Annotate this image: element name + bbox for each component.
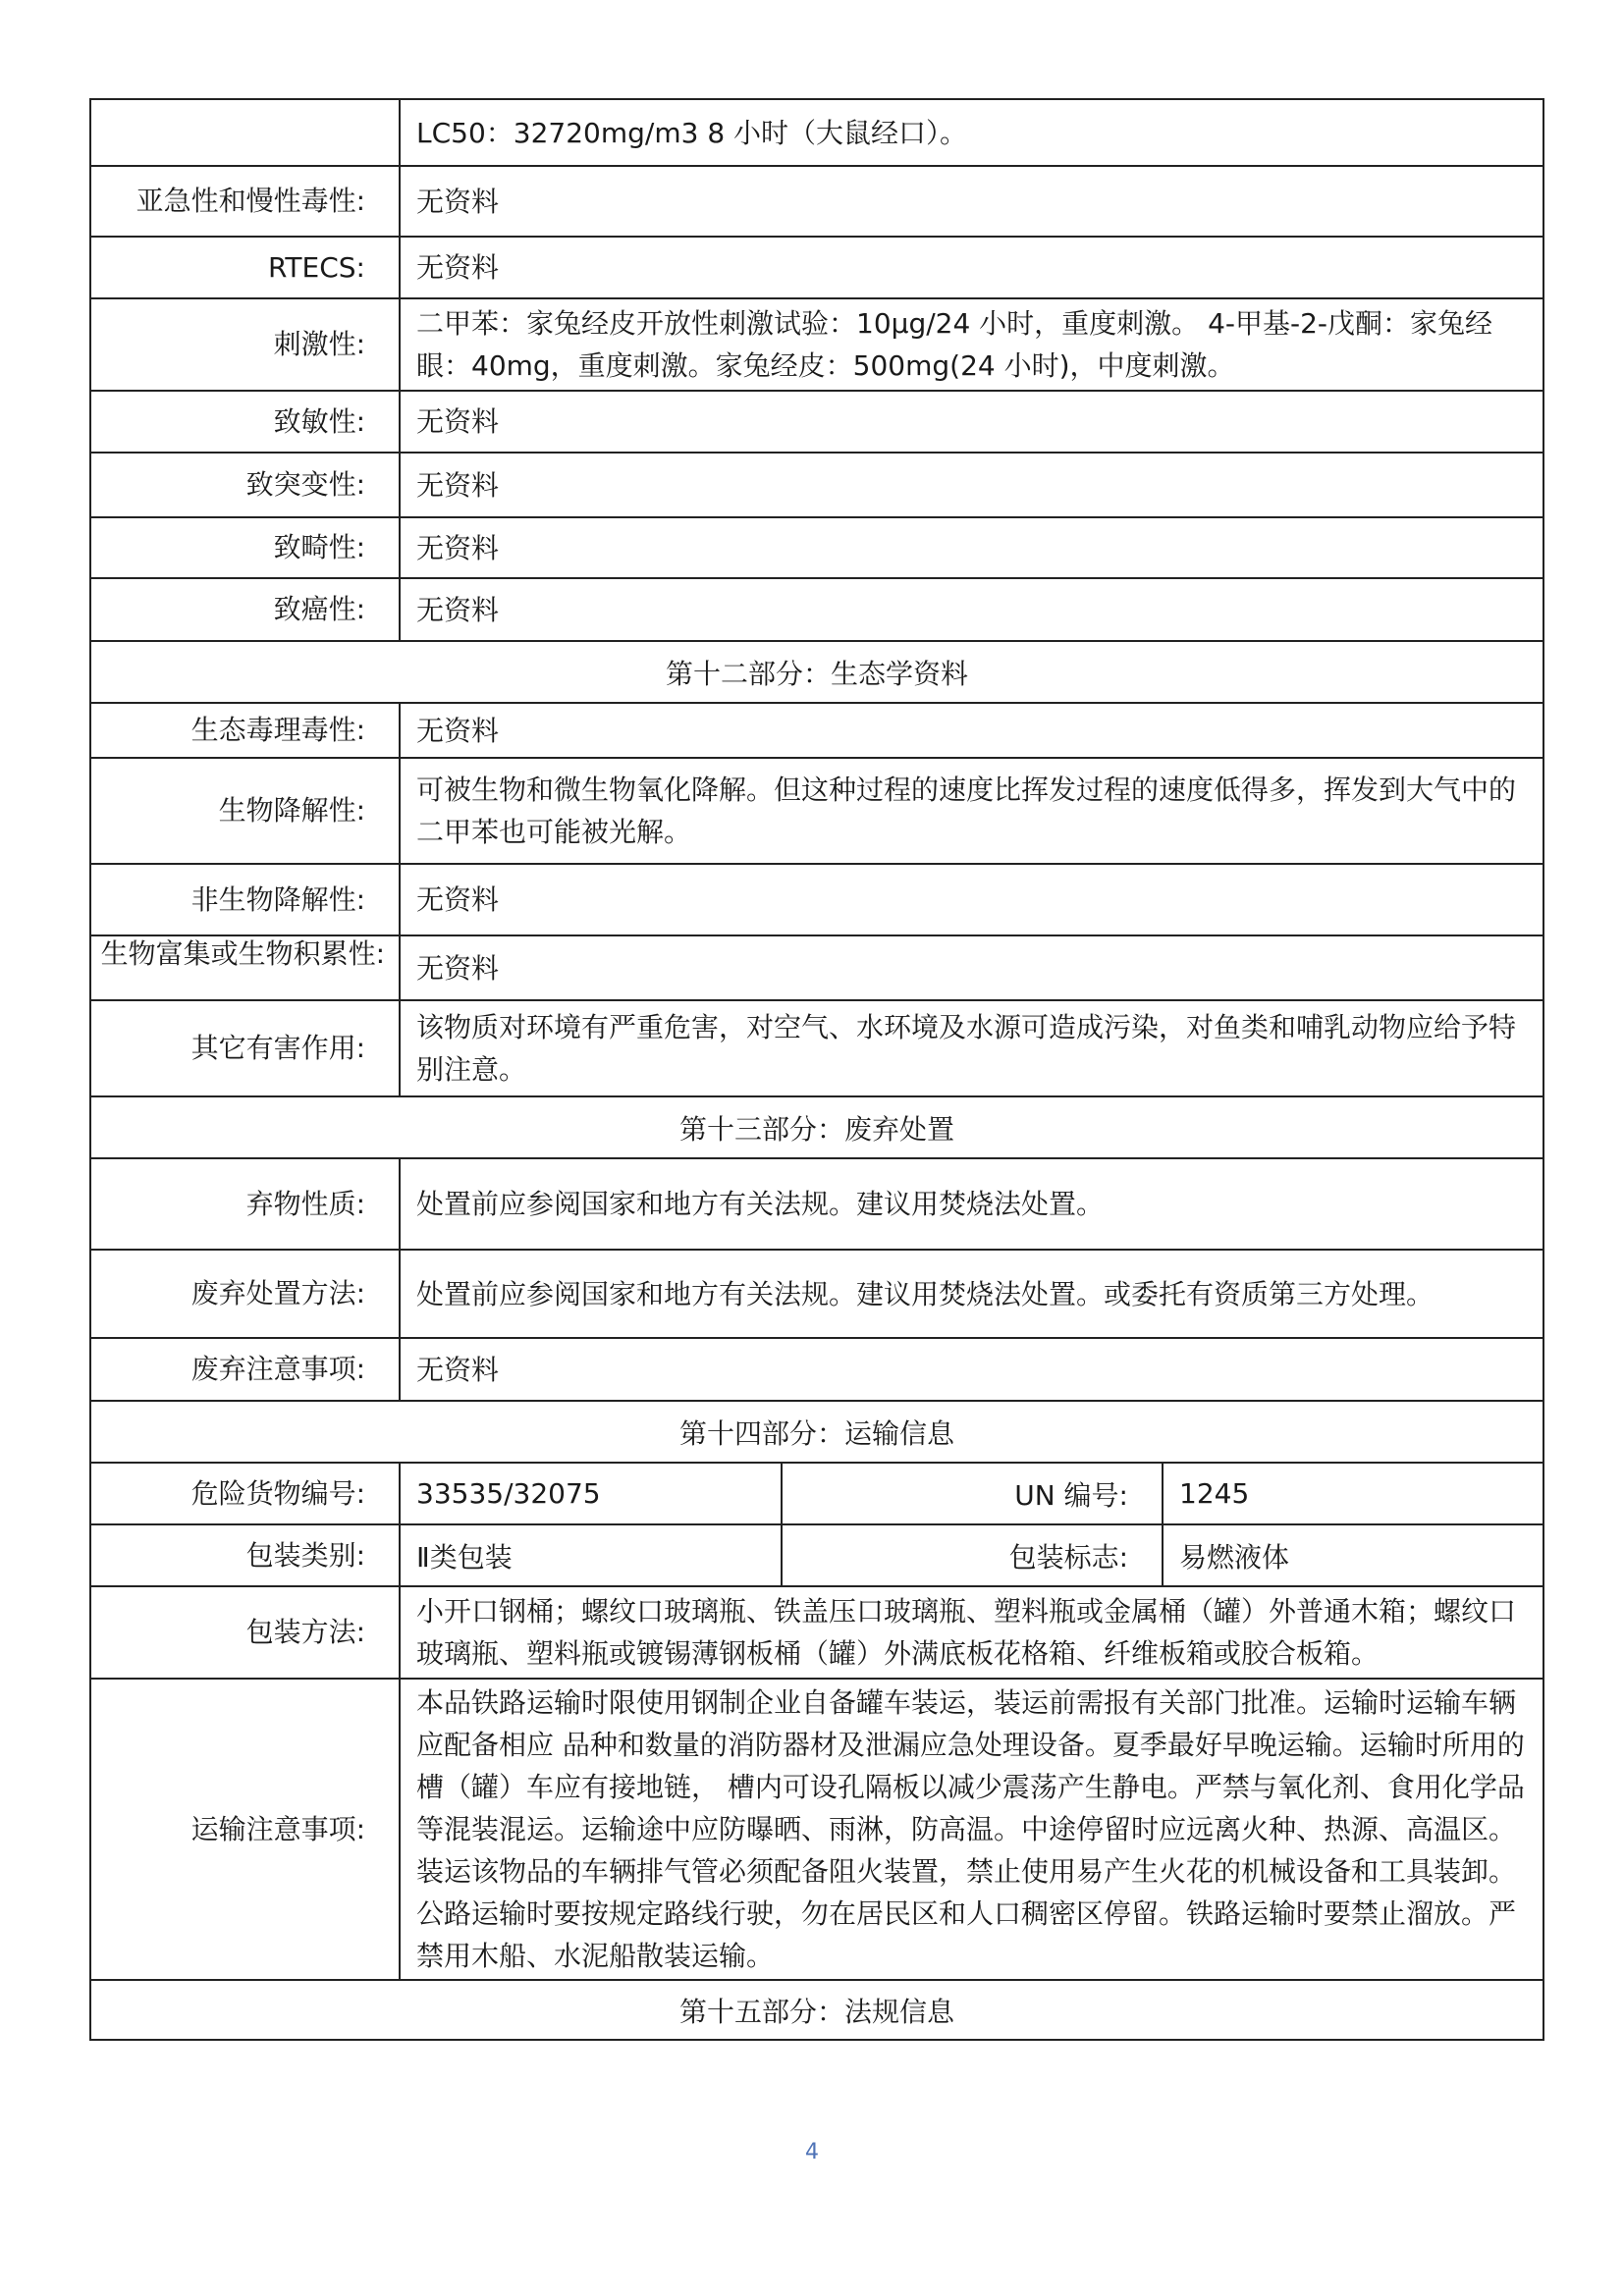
transport-notes-label: 运输注意事项:: [91, 1680, 401, 1979]
table-row: [91, 999, 1543, 1095]
section-title: 第十三部分：废弃处置: [678, 1112, 954, 1146]
row-value: 处置前应参阅国家和地方有关法规。建议用焚烧法处置。: [416, 1188, 1105, 1220]
row-label: 生态毒理毒性:: [91, 704, 401, 757]
row-value: 无资料: [416, 531, 500, 564]
section-title: 第十四部分：运输信息: [678, 1416, 954, 1450]
un-label: UN 编号:: [783, 1464, 1164, 1523]
table-row: [91, 1157, 1543, 1249]
row-value: 无资料: [416, 593, 500, 626]
table-row: [91, 165, 1543, 236]
row-value: 无资料: [416, 951, 500, 985]
table-row: [91, 702, 1543, 757]
row-value: 无资料: [416, 883, 500, 916]
row-value: LC50：32720mg/m3 8 小时（大鼠经口）。: [416, 116, 968, 149]
section-header: [91, 1979, 1543, 2039]
section-header: [91, 1095, 1543, 1157]
table-row: [91, 1249, 1543, 1337]
table-row: [91, 452, 1543, 516]
row-value: 无资料: [416, 251, 500, 284]
row-label: 生物富集或生物积累性:: [91, 936, 401, 999]
row-value: 无资料: [416, 714, 500, 747]
row-label: [91, 100, 401, 165]
pack-method-value: 小开口钢桶；螺纹口玻璃瓶、铁盖压口玻璃瓶、塑料瓶或金属桶（罐）外普通木箱；螺纹口玻璃瓶、塑料瓶或镀锡薄钢板桶（罐）外满底板花格箱、纤维板箱或胶合板箱。: [416, 1595, 1517, 1670]
table-row: [91, 934, 1543, 999]
page-number: 4: [805, 2140, 819, 2164]
row-label: 生物降解性:: [91, 759, 401, 863]
un-value: 1245: [1179, 1477, 1250, 1510]
table-row: [91, 577, 1543, 640]
table-row: [91, 863, 1543, 934]
msds-table: [89, 98, 1544, 2041]
pack-mark-label: 包装标志:: [783, 1525, 1164, 1585]
row-label: 致畸性:: [91, 518, 401, 577]
row-value: 二甲苯：家兔经皮开放性刺激试验：10μg/24 小时，重度刺激。 4-甲基-2-戊酮：家兔经眼：40mg，重度刺激。家兔经皮：500mg(24 小时)，中度刺激。: [416, 307, 1493, 382]
table-row: [91, 1462, 1543, 1523]
row-value: 无资料: [416, 405, 500, 438]
row-label: 致癌性:: [91, 579, 401, 640]
pack-method-label: 包装方法:: [91, 1587, 401, 1678]
section-header: [91, 1400, 1543, 1462]
table-row: [91, 390, 1543, 452]
row-value: 无资料: [416, 1353, 500, 1386]
pack-mark-value: 易燃液体: [1179, 1540, 1290, 1574]
transport-notes-value: 本品铁路运输时限使用钢制企业自备罐车装运，装运前需报有关部门批准。运输时运输车辆应配备相应 品种和数量的消防器材及泄漏应急处理设备。夏季最好早晚运输。运输时所用的槽（罐）车应有接地链， 槽内可设孔隔板以减少震荡产生静电。严禁与氧化剂、食用化学品等混装混运。运输途中应防曝晒、雨淋，防高温。中途停留时应远离火种、热源、高温区。装运该物品的车辆排气管必须配备阻火装置，禁止使用易产生火花的机械设备和工具装卸。公路运输时要按规定路线行驶，勿在居民区和人口稠密区停留。铁路运输时要禁止溜放。严禁用木船、水泥船散装运输。: [416, 1686, 1525, 1972]
row-label: 其它有害作用:: [91, 1001, 401, 1095]
row-label: 弃物性质:: [91, 1159, 401, 1249]
row-label: 致敏性:: [91, 392, 401, 452]
row-value: 该物质对环境有严重危害，对空气、水环境及水源可造成污染，对鱼类和哺乳动物应给予特别注意。: [416, 1011, 1517, 1086]
row-label: 废弃处置方法:: [91, 1251, 401, 1337]
row-value: 处置前应参阅国家和地方有关法规。建议用焚烧法处置。或委托有资质第三方处理。: [416, 1277, 1435, 1310]
row-cells: [401, 1525, 1543, 1585]
pack-class-value: Ⅱ类包装: [401, 1525, 783, 1585]
table-row: [91, 1678, 1543, 1979]
row-value: 可被生物和微生物氧化降解。但这种过程的速度比挥发过程的速度低得多，挥发到大气中的二甲苯也可能被光解。: [416, 774, 1517, 848]
pack-class-label: 包装类别:: [91, 1525, 401, 1585]
table-row: [91, 516, 1543, 577]
table-row: [91, 1523, 1543, 1585]
table-row: [91, 236, 1543, 297]
row-cells: [401, 1464, 1543, 1523]
row-label: 亚急性和慢性毒性:: [91, 167, 401, 236]
table-row: [91, 1585, 1543, 1678]
row-label: RTECS:: [91, 238, 401, 297]
row-value: 无资料: [416, 468, 500, 502]
section-header: [91, 640, 1543, 702]
hazard-no-label: 危险货物编号:: [91, 1464, 401, 1523]
row-label: 致突变性:: [91, 454, 401, 516]
table-row: [91, 1337, 1543, 1400]
row-value: 无资料: [416, 185, 500, 218]
table-row: [91, 757, 1543, 863]
hazard-no-value: 33535/32075: [401, 1464, 783, 1523]
row-label: 废弃注意事项:: [91, 1339, 401, 1400]
row-label: 非生物降解性:: [91, 865, 401, 934]
table-row: [91, 297, 1543, 390]
table-row: [91, 100, 1543, 165]
section-title: 第十二部分：生态学资料: [665, 657, 968, 690]
row-label: 刺激性:: [91, 299, 401, 390]
section-title: 第十五部分：法规信息: [678, 1995, 954, 2028]
